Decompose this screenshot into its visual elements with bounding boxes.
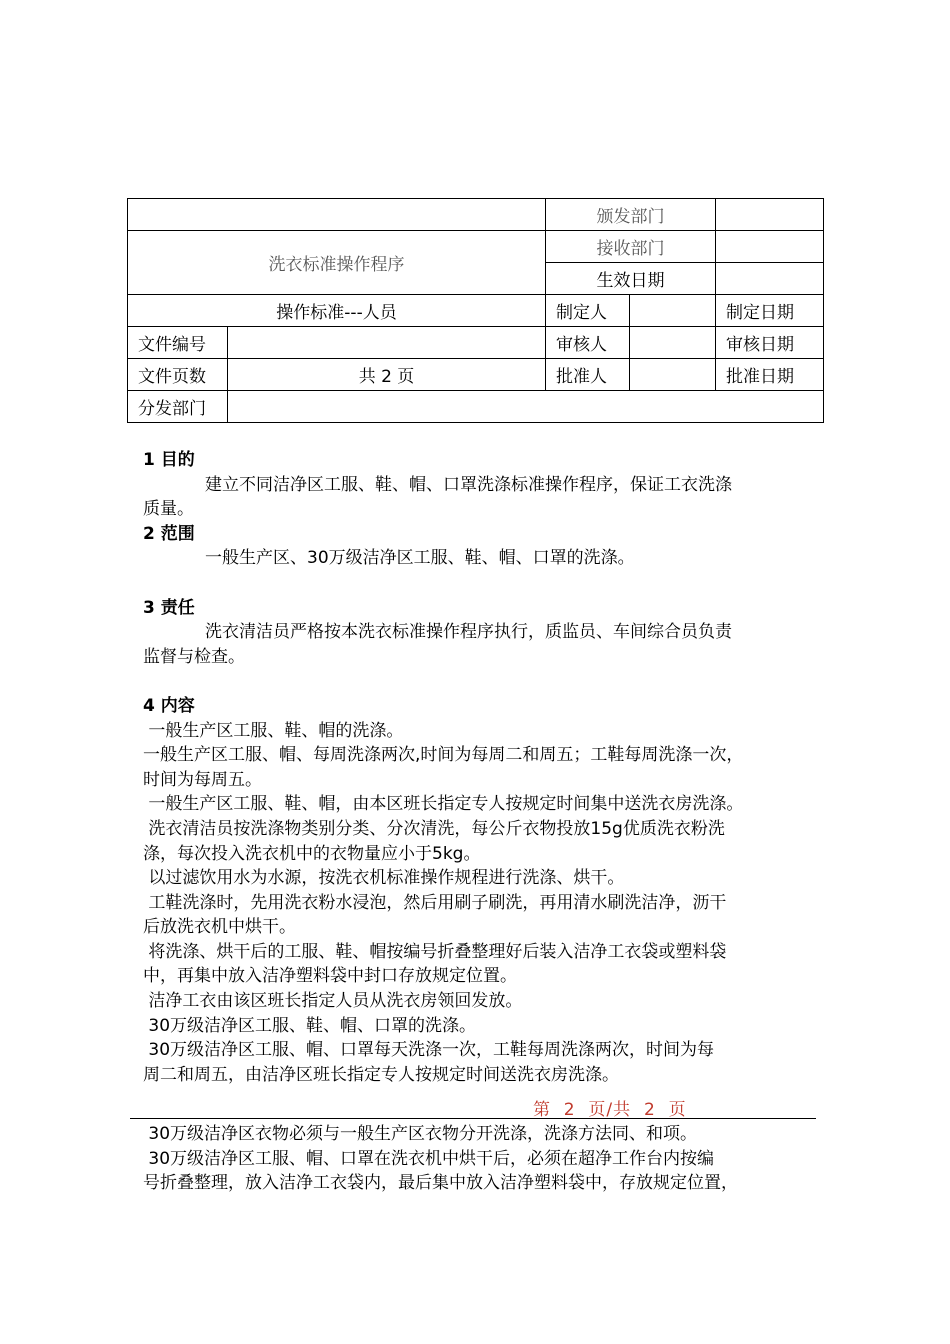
approver-label: 批准人 (546, 359, 630, 391)
document-header-table (127, 198, 824, 423)
section-3-body-line: 监督与检查。 (143, 646, 245, 667)
section-4-title: 4 内容 (143, 695, 195, 716)
section-2-body: 一般生产区、30万级洁净区工服、鞋、帽、口罩的洗涤。 (205, 548, 635, 569)
reviewer-label: 审核人 (546, 327, 630, 359)
section-4-line: 一般生产区工服、鞋、帽的洗涤。 (143, 720, 404, 741)
section-4-line: 涤，每次投入洗衣机中的衣物量应小于5kg。 (143, 843, 481, 864)
pages-value: 共 2 页 (228, 359, 546, 391)
section-2-title: 2 范围 (143, 523, 195, 544)
section-4-line: 以过滤饮用水为水源，按洗衣机标准操作规程进行洗涤、烘干。 (143, 868, 625, 889)
continued-line: 30万级洁净区工服、帽、口罩在洗衣机中烘干后，必须在超净工作台内按编 (143, 1148, 715, 1169)
section-4-line: 时间为每周五。 (143, 769, 262, 790)
author-date-label: 制定日期 (716, 295, 824, 327)
issue-dept-value (716, 199, 824, 231)
effective-date-value (716, 263, 824, 295)
section-4-line: 30万级洁净区工服、帽、口罩每天洗涤一次，工鞋每周洗涤两次，时间为每 (143, 1040, 715, 1061)
section-4-line: 周二和周五，由洁净区班长指定专人按规定时间送洗衣房洗涤。 (143, 1064, 619, 1085)
page-marker: 第 2 页/共 2 页 (533, 1100, 687, 1120)
document-body (143, 448, 823, 1087)
receive-dept-label: 接收部门 (546, 231, 716, 263)
section-4-line: 一般生产区工服、鞋、帽，由本区班长指定专人按规定时间集中送洗衣房洗涤。 (143, 794, 744, 815)
page-divider (130, 1118, 816, 1119)
section-4-line: 洗衣清洁员按洗涤物类别分类、分次清洗，每公斤衣物投放15g优质洗衣粉洗 (143, 818, 725, 839)
dist-dept-value (228, 391, 824, 423)
section-4-line: 后放洗衣机中烘干。 (143, 917, 296, 938)
continued-line: 30万级洁净区衣物必须与一般生产区衣物分开洗涤，洗涤方法同、和项。 (143, 1124, 698, 1144)
review-date-label: 审核日期 (716, 327, 824, 359)
section-4-line: 工鞋洗涤时，先用洗衣粉水浸泡，然后用刷子刷洗，再用清水刷洗洁净，沥干 (143, 892, 727, 913)
issue-dept-label: 颁发部门 (546, 199, 716, 231)
section-4-line: 洁净工衣由该区班长指定人员从洗衣房领回发放。 (143, 991, 523, 1012)
section-4-line: 一般生产区工服、帽、每周洗涤两次,时间为每周二和周五；工鞋每周洗涤一次， (143, 745, 744, 766)
approve-date-label: 批准日期 (716, 359, 824, 391)
receive-dept-value (716, 231, 824, 263)
author-label: 制定人 (546, 295, 630, 327)
effective-date-label: 生效日期 (546, 263, 716, 295)
author-value (630, 295, 716, 327)
section-3-body-line: 洗衣清洁员严格按本洗衣标准操作程序执行，质监员、车间综合员负责 (205, 622, 732, 643)
doc-title: 洗衣标准操作程序 (128, 231, 546, 295)
section-4-line: 将洗涤、烘干后的工服、鞋、帽按编号折叠整理好后装入洁净工衣袋或塑料袋 (143, 941, 727, 962)
section-3-title: 3 责任 (143, 597, 195, 618)
section-4-line: 中，再集中放入洁净塑料袋中封口存放规定位置。 (143, 966, 517, 987)
approver-value (630, 359, 716, 391)
continued-line: 号折叠整理，放入洁净工衣袋内，最后集中放入洁净塑料袋中，存放规定位置， (143, 1173, 738, 1194)
section-1-title: 1 目的 (143, 450, 195, 470)
document-body-continued (143, 1122, 823, 1196)
reviewer-value (630, 327, 716, 359)
section-1-body-line: 质量。 (143, 499, 194, 520)
pages-label: 文件页数 (128, 359, 228, 391)
section-1-body-line: 建立不同洁净区工服、鞋、帽、口罩洗涤标准操作程序，保证工衣洗涤 (205, 474, 732, 495)
doc-no-label: 文件编号 (128, 327, 228, 359)
section-4-line: 30万级洁净区工服、鞋、帽、口罩的洗涤。 (143, 1015, 477, 1036)
dist-dept-label: 分发部门 (128, 391, 228, 423)
doc-no-value (228, 327, 546, 359)
op-standard: 操作标准---人员 (128, 295, 546, 327)
